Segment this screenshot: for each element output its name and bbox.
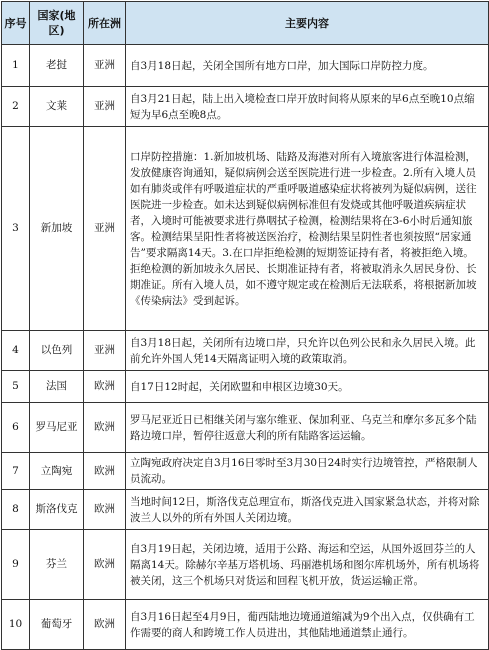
row-country: 老挝 [30, 45, 84, 87]
row-country: 文莱 [30, 87, 84, 127]
row-content: 自3月21日起，陆上出入境检查口岸开放时间将从原来的早6点至晚10点缩短为早6点至晚8点。 [126, 87, 489, 127]
row-no: 1 [2, 45, 30, 87]
row-content: 罗马尼亚近日已相继关闭与塞尔维亚、保加利亚、乌克兰和摩尔多瓦多个陆路边境口岸，暂停往返意大利的所有陆路客运运输。 [126, 403, 489, 453]
row-no: 10 [2, 600, 30, 650]
table-row [2, 490, 489, 530]
row-continent: 欧洲 [84, 403, 126, 453]
row-continent: 欧洲 [84, 453, 126, 490]
row-continent: 欧洲 [84, 490, 126, 530]
row-continent: 欧洲 [84, 371, 126, 403]
row-continent: 亚洲 [84, 331, 126, 371]
row-continent: 亚洲 [84, 45, 126, 87]
row-content: 自3月19日起，关闭边境，适用于公路、海运和空运，从国外返回芬兰的人隔离14天。除赫尔辛基万塔机场、玛丽港机场和图尔库机场外，所有机场将被关闭，这三个机场只对货运和回程飞机开放，货运运输正常。 [126, 530, 489, 600]
row-continent: 亚洲 [84, 87, 126, 127]
row-country: 立陶宛 [30, 453, 84, 490]
header-continent: 所在洲 [84, 2, 126, 45]
row-continent: 亚洲 [84, 127, 126, 331]
row-no: 7 [2, 453, 30, 490]
row-no: 8 [2, 490, 30, 530]
row-country: 新加坡 [30, 127, 84, 331]
table-header-row [2, 2, 489, 45]
table-row [2, 371, 489, 403]
row-country: 法国 [30, 371, 84, 403]
row-content: 自3月18日起，关闭全国所有地方口岸，加大国际口岸防控力度。 [126, 45, 489, 87]
row-country: 以色列 [30, 331, 84, 371]
row-country: 罗马尼亚 [30, 403, 84, 453]
row-country: 芬兰 [30, 530, 84, 600]
row-content: 口岸防控措施：1.新加坡机场、陆路及海港对所有入境旅客进行体温检测，发放健康咨询通知，疑似病例会送至医院进行进一步检查。2.所有入境人员如有肺炎或伴有呼吸道症状的严重呼吸道感染症状将被列为疑似病例，送往医院进一步检查。如未达到疑似病例标准但有发烧或其他呼吸道疾病症状者，入境时可能被要求进行鼻咽拭子检测，检测结果将在3-6小时后通知旅客。检测结果呈阳性者将被送医治疗，检测结果呈阴性者也须按照“居家通告”要求隔离14天。3.在口岸拒绝检测的短期签证持有者，将被拒绝入境。拒绝检测的新加坡永久居民、长期准证持有者，将被取消永久居民身份、长期准证。所有入境人员，如不遵守规定或在检测后无法联系，将根据新加坡《传染病法》受到起诉。 [126, 127, 489, 331]
row-no: 5 [2, 371, 30, 403]
table-row [2, 45, 489, 87]
row-no: 4 [2, 331, 30, 371]
row-content: 自3月18日起，关闭所有边境口岸，只允许以色列公民和永久居民入境。此前允许外国人凭14天隔离证明入境的政策取消。 [126, 331, 489, 371]
row-continent: 欧洲 [84, 600, 126, 650]
row-content: 自3月16日起至4月9日，葡西陆地边境通道缩减为9个出入点，仅供确有工作需要的商人和跨境工作人员进出，其他陆地通道禁止通行。 [126, 600, 489, 650]
row-continent: 欧洲 [84, 530, 126, 600]
row-no: 9 [2, 530, 30, 600]
table-row [2, 530, 489, 600]
table-row [2, 87, 489, 127]
header-country: 国家(地区) [30, 2, 84, 45]
table-row [2, 331, 489, 371]
header-no: 序号 [2, 2, 30, 45]
row-no: 2 [2, 87, 30, 127]
row-content: 自17日12时起，关闭欧盟和申根区边境30天。 [126, 371, 489, 403]
row-content: 立陶宛政府决定自3月16日零时至3月30日24时实行边境管控，严格限制人员流动。 [126, 453, 489, 490]
row-content: 当地时间12日，斯洛伐克总理宣布，斯洛伐克进入国家紧急状态，并将对除波兰人以外的所有外国人关闭边境。 [126, 490, 489, 530]
row-country: 斯洛伐克 [30, 490, 84, 530]
header-content: 主要内容 [126, 2, 489, 45]
table-row [2, 453, 489, 490]
table-row [2, 403, 489, 453]
table-row [2, 600, 489, 650]
row-no: 3 [2, 127, 30, 331]
row-country: 葡萄牙 [30, 600, 84, 650]
row-no: 6 [2, 403, 30, 453]
table-row [2, 127, 489, 331]
policy-table [1, 1, 489, 650]
